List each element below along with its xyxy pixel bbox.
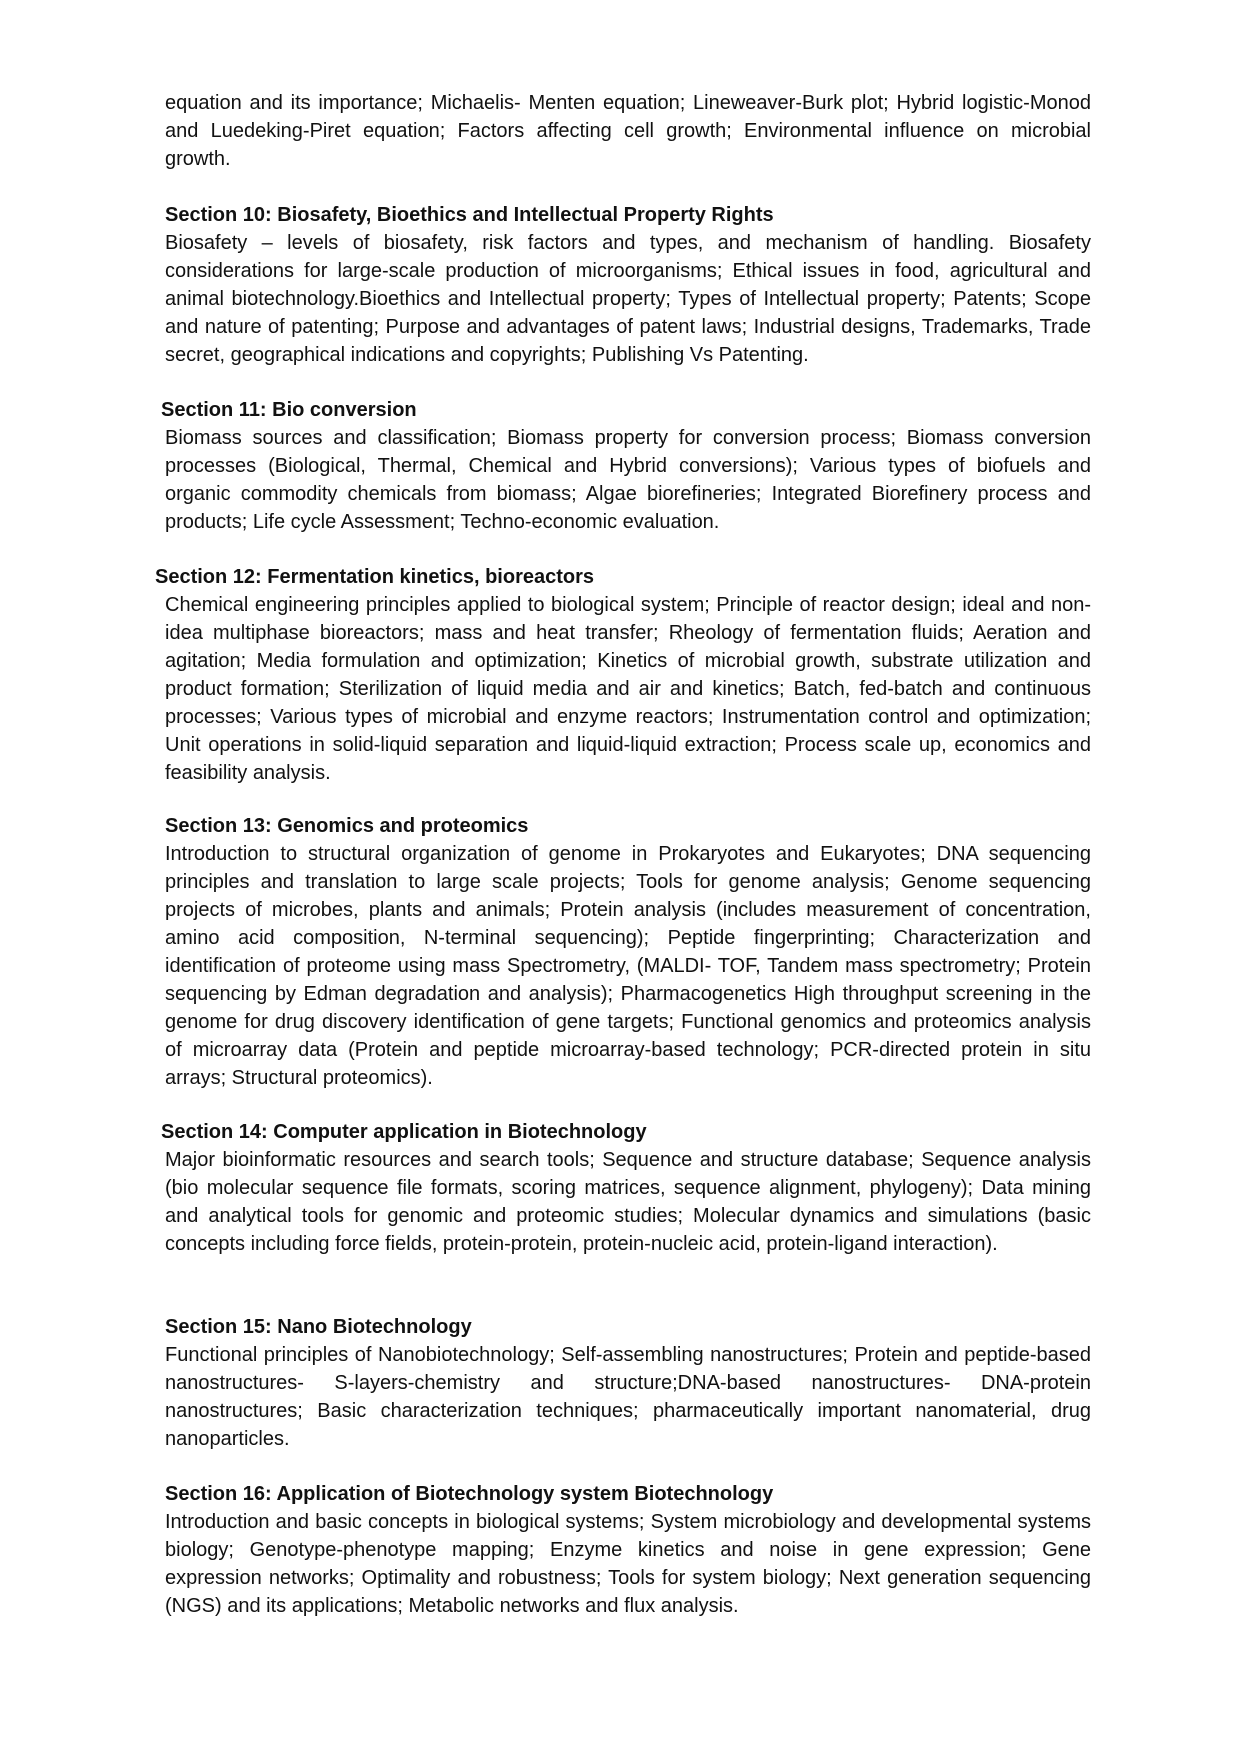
section-13-body: Introduction to structural organization of genome in Prokaryotes and Eukaryotes; DNA sequencing principles and translation to large scale projects; Tools for genome analysis; Genome sequencing projects of microbes, plants and animals; Protein analysis (includes measurement of concentration, amino acid composition, N-terminal sequencing); Peptide fingerprinting; Characterization and identification of proteome using mass Spectrometry, (MALDI- TOF, Tandem mass spectrometry; Protein sequencing by Edman degradation and analysis); Pharmacogenetics High throughput screening in the genome for drug discovery identification of gene targets; Functional genomics and proteomics analysis of microarray data (Protein and peptide microarray-based technology; PCR-directed protein in situ arrays; Structural proteomics). xyxy=(165,843,1091,1089)
section-14-body: Major bioinformatic resources and search tools; Sequence and structure database; Sequence analysis (bio molecular sequence file formats, scoring matrices, sequence alignment, phylogeny); Data mining and analytical tools for genomic and proteomic studies; Molecular dynamics and simulations (basic concepts including force fields, protein-protein, protein-nucleic acid, protein-ligand interaction). xyxy=(165,1149,1091,1255)
section-13-heading: Section 13: Genomics and proteomics xyxy=(165,815,529,837)
section-11-heading: Section 11: Bio conversion xyxy=(161,399,417,421)
intro-paragraph: equation and its importance; Michaelis- Menten equation; Lineweaver-Burk plot; Hybrid logistic-Monod and Luedeking-Piret equation; Factors affecting cell growth; Environmental influence on microbial growth. xyxy=(165,92,1091,170)
section-15-body: Functional principles of Nanobiotechnology; Self-assembling nanostructures; Protein and peptide-based nanostructures- S-layers-chemistry and structure;DNA-based nanostructures- DNA-protein nanostructures; Basic characterization techniques; pharmaceutically important nanomaterial, drug nanoparticles. xyxy=(165,1344,1091,1450)
section-12-body: Chemical engineering principles applied to biological system; Principle of reactor design; ideal and non-idea multiphase bioreactors; mass and heat transfer; Rheology of fermentation fluids; Aeration and agitation; Media formulation and optimization; Kinetics of microbial growth, substrate utilization and product formation; Sterilization of liquid media and air and kinetics; Batch, fed-batch and continuous processes; Various types of microbial and enzyme reactors; Instrumentation control and optimization; Unit operations in solid-liquid separation and liquid-liquid extraction; Process scale up, economics and feasibility analysis. xyxy=(165,594,1091,784)
section-10-body: Biosafety – levels of biosafety, risk factors and types, and mechanism of handling. Biosafety considerations for large-scale production of microorganisms; Ethical issues in food, agricultural and animal biotechnology.Bioethics and Intellectual property; Types of Intellectual property; Patents; Scope and nature of patenting; Purpose and advantages of patent laws; Industrial designs, Trademarks, Trade secret, geographical indications and copyrights; Publishing Vs Patenting. xyxy=(165,232,1091,366)
section-16-body: Introduction and basic concepts in biological systems; System microbiology and developmental systems biology; Genotype-phenotype mapping; Enzyme kinetics and noise in gene expression; Gene expression networks; Optimality and robustness; Tools for system biology; Next generation sequencing (NGS) and its applications; Metabolic networks and flux analysis. xyxy=(165,1511,1091,1617)
section-16-heading: Section 16: Application of Biotechnology system Biotechnology xyxy=(165,1483,774,1505)
section-11-body: Biomass sources and classification; Biomass property for conversion process; Biomass conversion processes (Biological, Thermal, Chemical and Hybrid conversions); Various types of biofuels and organic commodity chemicals from biomass; Algae biorefineries; Integrated Biorefinery process and products; Life cycle Assessment; Techno-economic evaluation. xyxy=(165,427,1091,533)
section-15-heading: Section 15: Nano Biotechnology xyxy=(165,1316,472,1338)
section-12-heading: Section 12: Fermentation kinetics, bioreactors xyxy=(155,566,595,588)
section-14-heading: Section 14: Computer application in Biotechnology xyxy=(161,1121,647,1143)
section-10-heading: Section 10: Biosafety, Bioethics and Intellectual Property Rights xyxy=(165,204,774,226)
